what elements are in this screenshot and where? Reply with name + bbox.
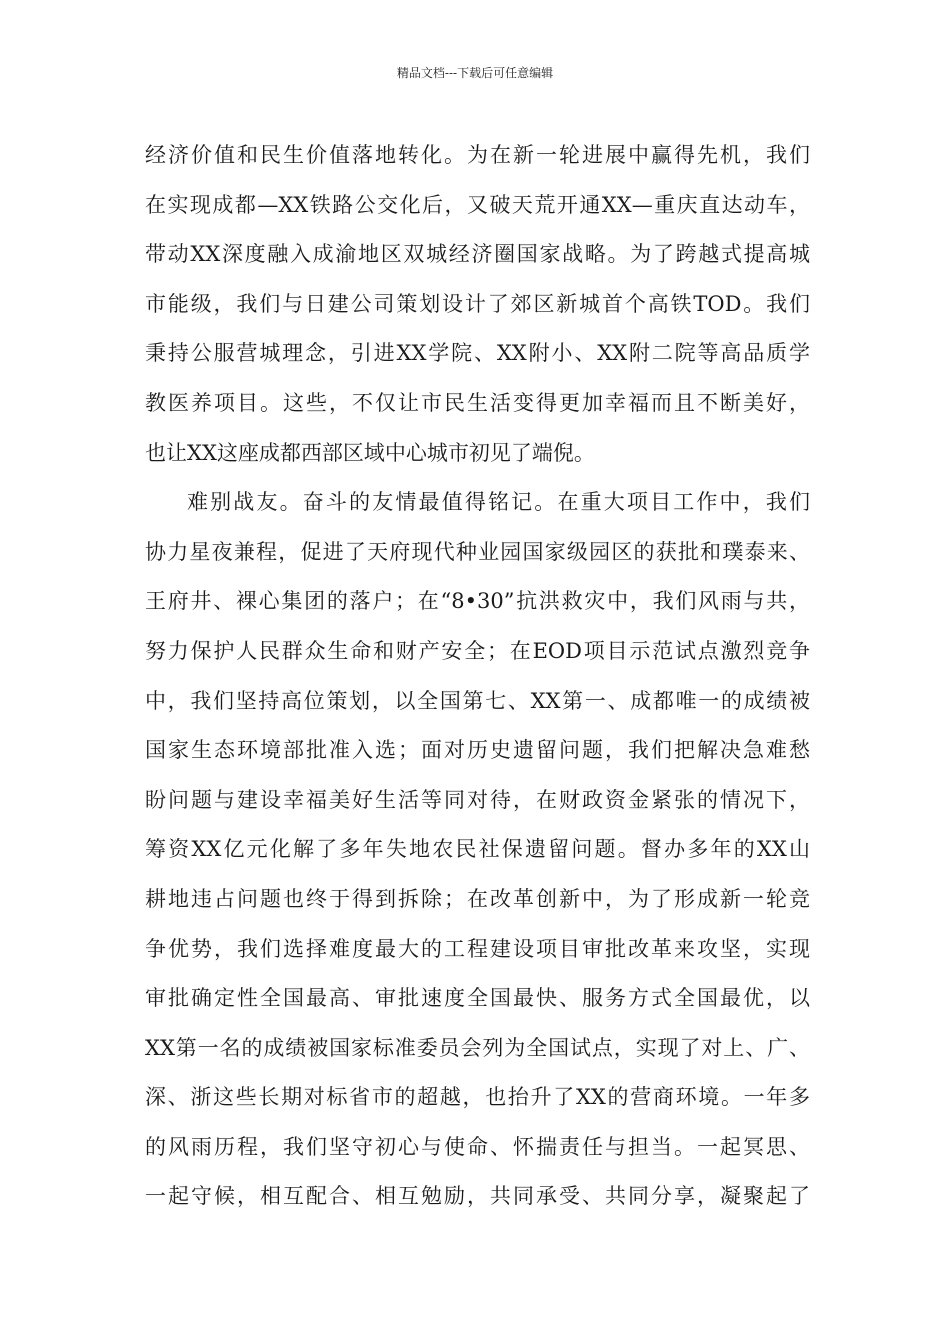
text-line: 国家生态环境部批准入选；面对历史遗留问题，我们把解决急难愁	[145, 738, 810, 763]
text-line: XX第一名的成绩被国家标准委员会列为全国试点，实现了对上、广、	[145, 1035, 810, 1060]
text-line: 筹资XX亿元化解了多年失地农民社保遗留问题。督办多年的XX山	[145, 837, 810, 862]
text-line: 深、浙这些长期对标省市的超越，也抬升了XX的营商环境。一年多	[145, 1085, 810, 1110]
text-line: 经济价值和民生价值落地转化。为在新一轮进展中赢得先机，我们	[145, 143, 810, 167]
document-body	[145, 131, 810, 1222]
text-line: 秉持公服营城理念，引进XX学院、XX附小、XX附二院等高品质学	[145, 341, 810, 366]
text-line: 也让XX这座成都西部区域中心城市初见了端倪。	[145, 440, 595, 465]
paragraph-first-line: 难别战友。奋斗的友情最值得铭记。在重大项目工作中，我们	[187, 490, 810, 515]
text-line: 教医养项目。这些，不仅让市民生活变得更加幸福而且不断美好，	[145, 390, 810, 415]
text-line: 努力保护人民群众生命和财产安全；在EOD项目示范试点激烈竞争	[145, 638, 810, 663]
text-line: 争优势，我们选择难度最大的工程建设项目审批改革来攻坚，实现	[145, 936, 810, 961]
text-line: 审批确定性全国最高、审批速度全国最快、服务方式全国最优，以	[145, 986, 810, 1011]
text-line: 一起守候，相互配合、相互勉励，共同承受、共同分享，凝聚起了	[145, 1184, 810, 1209]
page-header: 精品文档---下载后可任意编辑	[396, 66, 554, 80]
text-line: 带动XX深度融入成渝地区双城经济圈国家战略。为了跨越式提高城	[145, 242, 810, 267]
text-line: 中，我们坚持高位策划，以全国第七、XX第一、成都唯一的成绩被	[145, 688, 810, 713]
text-line: 协力星夜兼程，促进了天府现代种业园国家级园区的获批和璞泰来、	[145, 539, 810, 564]
text-line: 盼问题与建设幸福美好生活等同对待，在财政资金紧张的情况下，	[145, 787, 810, 812]
text-line: 在实现成都—XX铁路公交化后，又破天荒开通XX—重庆直达动车，	[145, 192, 810, 217]
text-line: 市能级，我们与日建公司策划设计了郊区新城首个高铁TOD。我们	[145, 291, 810, 316]
text-line: 的风雨历程，我们坚守初心与使命、怀揣责任与担当。一起冥思、	[145, 1134, 810, 1159]
text-line: 耕地违占问题也终于得到拆除；在改革创新中，为了形成新一轮竞	[145, 886, 810, 911]
text-line: 王府井、裸心集团的落户；在“8•30”抗洪救灾中，我们风雨与共，	[145, 589, 810, 614]
